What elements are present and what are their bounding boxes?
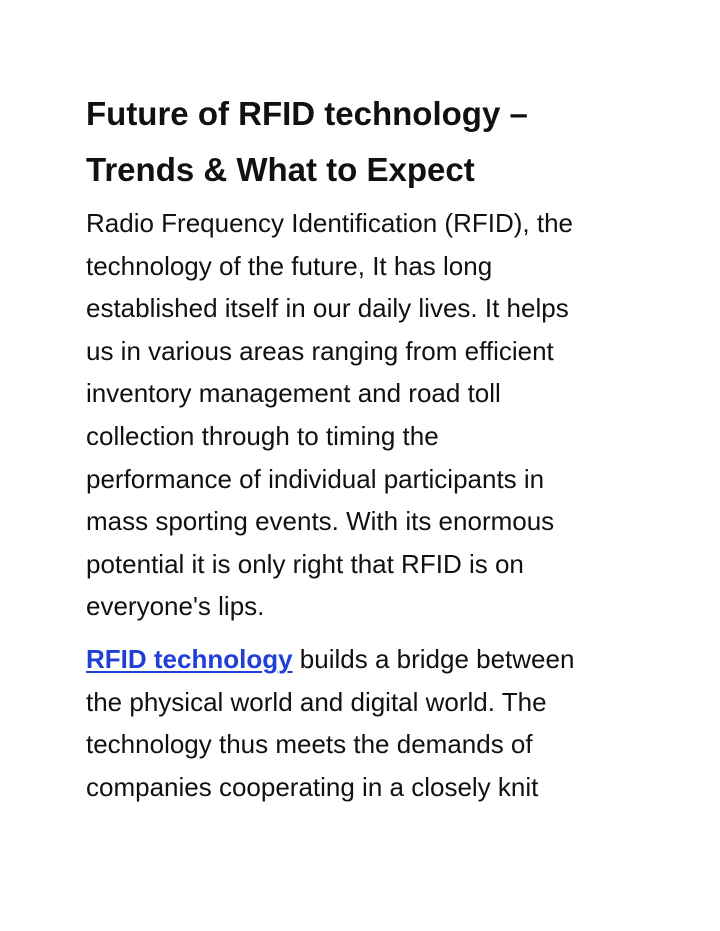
paragraph-line: potential it is only right that RFID is on: [86, 548, 524, 579]
paragraph-line: collection through to timing the: [86, 420, 439, 451]
paragraph-line: the physical world and digital world. The: [86, 686, 547, 717]
paragraph-line: inventory management and road toll: [86, 378, 501, 409]
title-line-2: Trends & What to Expect: [86, 151, 475, 188]
rfid-technology-link[interactable]: RFID technology: [86, 643, 293, 674]
paragraph-line: technology of the future, It has long: [86, 250, 493, 281]
bridge-paragraph: [86, 638, 646, 808]
paragraph-line: everyone's lips.: [86, 591, 265, 622]
paragraph-line: [86, 638, 646, 681]
paragraph-line: companies cooperating in a closely knit: [86, 771, 539, 802]
paragraph-line: Radio Frequency Identification (RFID), the: [86, 208, 573, 238]
paragraph-line: performance of individual participants in: [86, 463, 545, 494]
paragraph-text: builds a bridge between: [292, 643, 575, 674]
paragraph-line: mass sporting events. With its enormous: [86, 506, 555, 537]
page-title: [86, 86, 646, 198]
paragraph-line: us in various areas ranging from efficient: [86, 335, 554, 366]
title-line-1: Future of RFID technology –: [86, 95, 528, 132]
intro-paragraph: [86, 202, 646, 628]
paragraph-line: technology thus meets the demands of: [86, 729, 533, 760]
document-content: [86, 86, 646, 808]
paragraph-line: established itself in our daily lives. It helps: [86, 293, 569, 324]
